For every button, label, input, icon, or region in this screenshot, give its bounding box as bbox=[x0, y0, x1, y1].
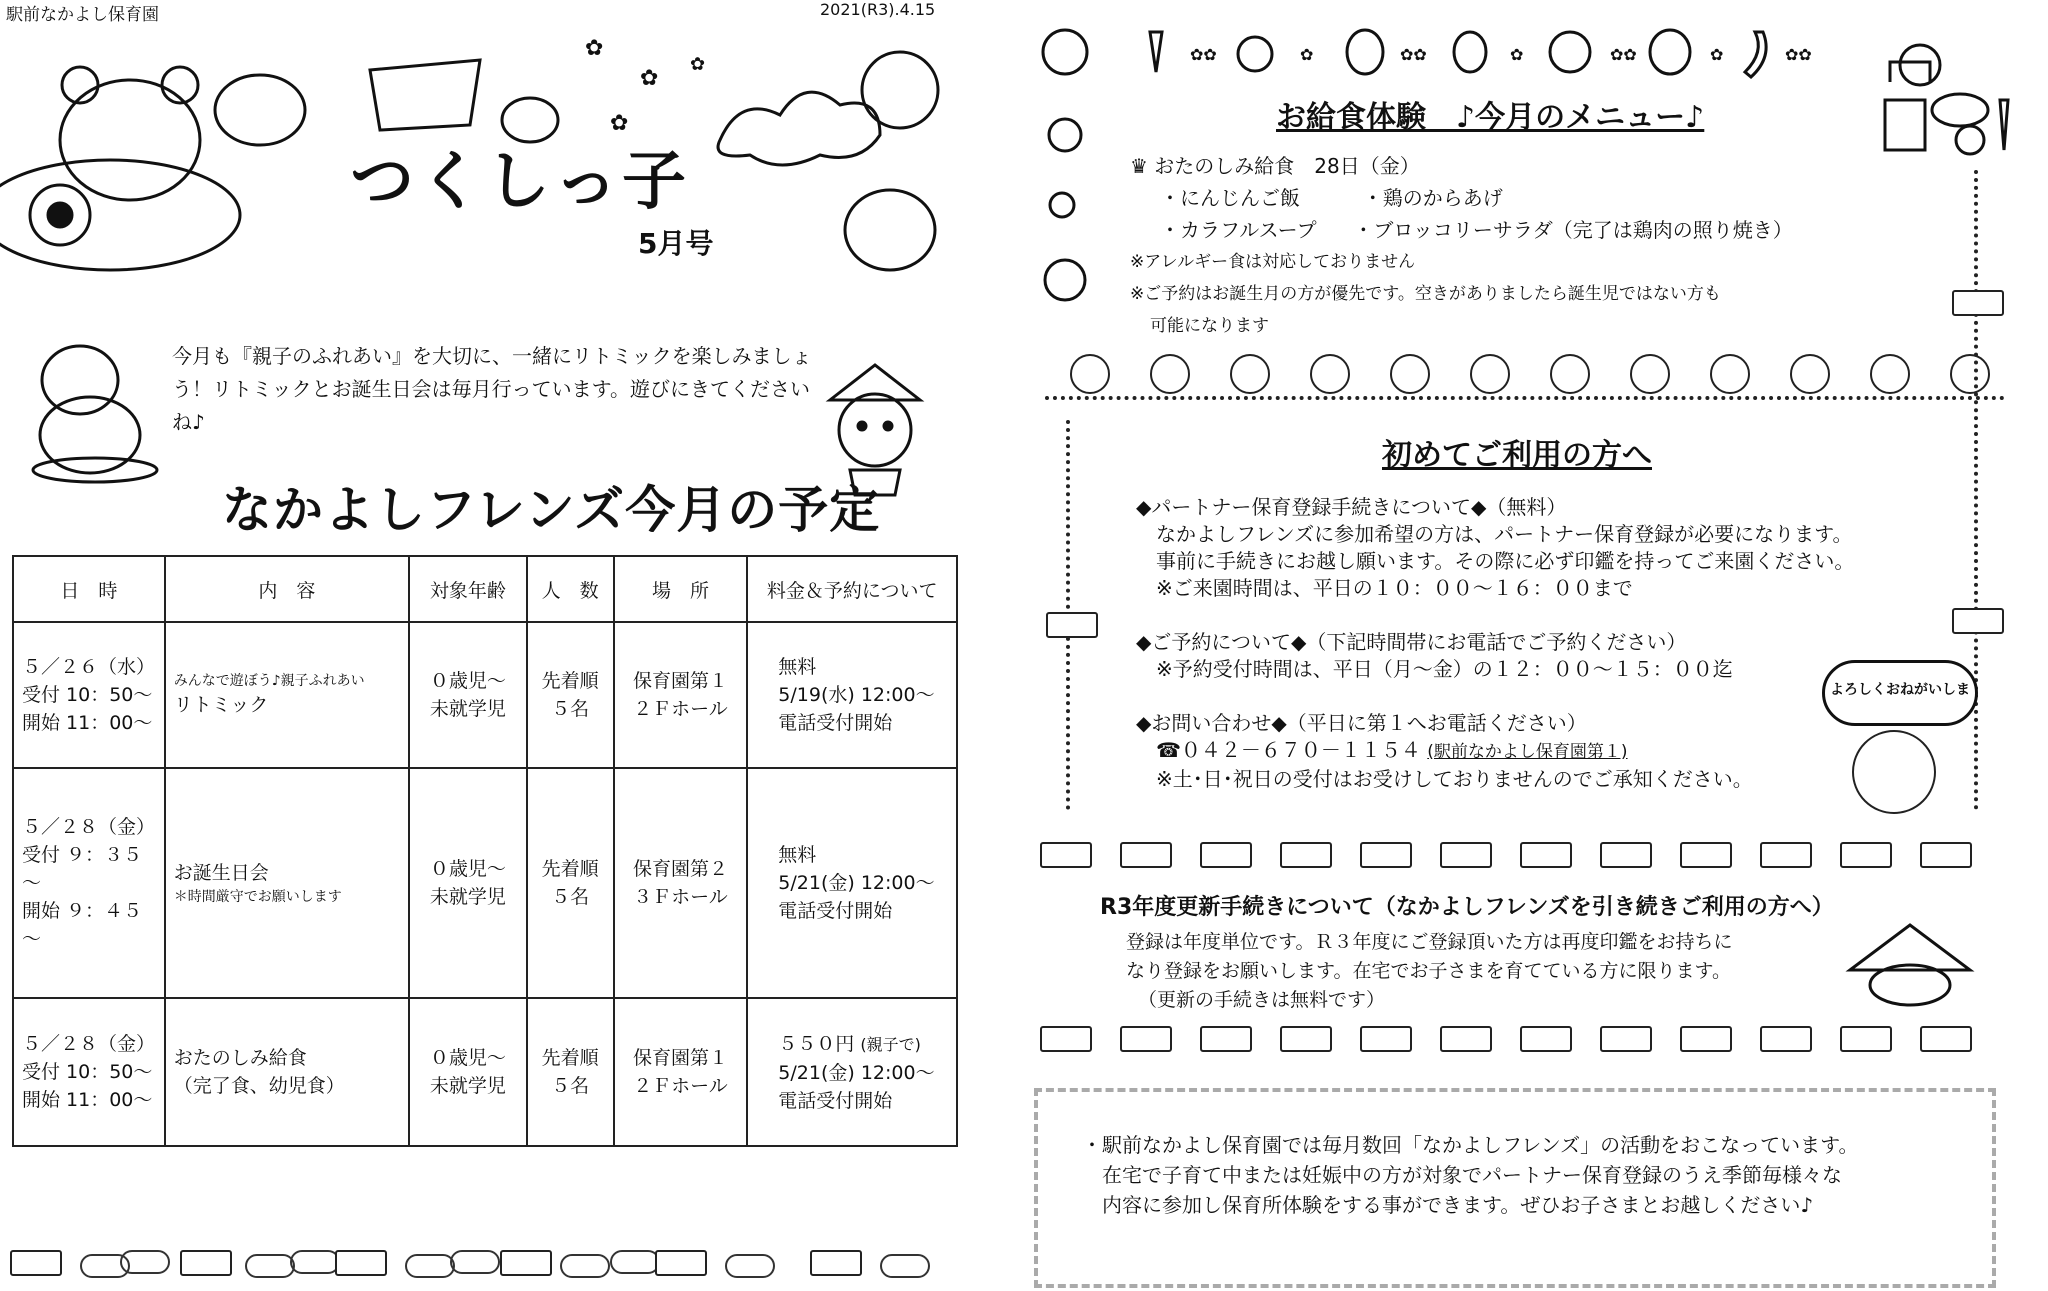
girl-face-icon bbox=[1852, 730, 1936, 814]
cell-age: ０歳児～ 未就学児 bbox=[409, 622, 527, 768]
svg-text:✿: ✿ bbox=[1510, 45, 1524, 64]
section-heading: ◆ご予約について◆（下記時間帯にお電話でご予約ください） bbox=[1136, 630, 1687, 654]
section-heading: ◆パートナー保育登録手続きについて◆（無料） bbox=[1136, 495, 1567, 519]
koinobori-icon bbox=[1952, 608, 2004, 634]
koinobori-icon bbox=[1680, 842, 1732, 868]
nursery-name: 駅前なかよし保育園 bbox=[6, 5, 159, 25]
header-content: 内 容 bbox=[165, 556, 409, 622]
cloud-icon bbox=[880, 1254, 930, 1278]
menu-item: ・鶏のからあげ bbox=[1362, 186, 1503, 210]
koinobori-icon bbox=[1520, 1026, 1572, 1052]
renewal-title: R3年度更新手続きについて（なかよしフレンズを引き続きご利用の方へ） bbox=[1100, 895, 1834, 920]
koinobori-icon bbox=[1120, 842, 1172, 868]
cell-fee: 無料 5/21(金) 12:00～ 電話受付開始 bbox=[747, 768, 957, 998]
koinobori-icon bbox=[1840, 1026, 1892, 1052]
koinobori-icon bbox=[10, 1250, 62, 1276]
schedule-table bbox=[12, 555, 958, 1147]
koinobori-icon bbox=[1600, 1026, 1652, 1052]
cell-place: 保育園第２ ３Ｆホール bbox=[614, 768, 748, 998]
koinobori-icon bbox=[1120, 1026, 1172, 1052]
cloud-icon bbox=[560, 1254, 610, 1278]
ladle-icon bbox=[1050, 193, 1074, 217]
flower-icon: ✿ bbox=[585, 36, 604, 61]
tomato-icon bbox=[1238, 37, 1272, 71]
cell-datetime: ５／２８（金） 受付 ９：３５～ 開始 ９：４５～ bbox=[13, 768, 165, 998]
cabbage-icon bbox=[1550, 32, 1590, 72]
header-fee: 料金＆予約について bbox=[747, 556, 957, 622]
phone-note: (駅前なかよし保育園第１) bbox=[1427, 742, 1628, 762]
svg-text:✿✿: ✿✿ bbox=[1785, 45, 1812, 64]
header-datetime: 日 時 bbox=[13, 556, 165, 622]
cell-age: ０歳児～ 未就学児 bbox=[409, 768, 527, 998]
koinobori-icon bbox=[1440, 842, 1492, 868]
issue-date: 2021(R3).4.15 bbox=[820, 0, 936, 19]
cloud-icon bbox=[450, 1250, 500, 1274]
koinobori-icon bbox=[370, 60, 480, 130]
cloud-icon bbox=[405, 1254, 455, 1278]
cloud-icon bbox=[245, 1254, 295, 1278]
koinobori-icon bbox=[1360, 1026, 1412, 1052]
kitchen-tools-decoration bbox=[1040, 85, 1100, 325]
koinobori-icon bbox=[500, 1250, 552, 1276]
svg-text:✿: ✿ bbox=[690, 54, 706, 75]
cell-capacity: 先着順 ５名 bbox=[527, 768, 614, 998]
food-icons-row bbox=[1040, 22, 2020, 82]
svg-text:✿: ✿ bbox=[640, 66, 659, 91]
menu-note: ※ご予約はお誕生月の方が優先です。空きがありましたら誕生児ではない方も bbox=[1130, 284, 1721, 304]
koinobori-icon bbox=[1200, 842, 1252, 868]
phone-number: ☎０４２－６７０－１１５４ bbox=[1156, 738, 1421, 762]
footer-decoration bbox=[10, 1238, 960, 1282]
cucumber-icon bbox=[1745, 32, 1766, 77]
child-face-icon bbox=[1070, 354, 1110, 394]
koinobori-icon bbox=[1280, 842, 1332, 868]
cloud-icon bbox=[725, 1254, 775, 1278]
menu-item: ・にんじんご飯 bbox=[1160, 186, 1300, 210]
koinobori-icon bbox=[1280, 1026, 1332, 1052]
koinobori-icon bbox=[1360, 842, 1412, 868]
table-row bbox=[13, 622, 957, 768]
menu-item: ・ブロッコリーサラダ（完了は鶏肉の照り焼き） bbox=[1353, 218, 1793, 242]
koinobori-icon bbox=[810, 1250, 862, 1276]
svg-text:✿✿: ✿✿ bbox=[1610, 45, 1637, 64]
child-face-icon bbox=[1310, 354, 1350, 394]
crown-icon: ♛ bbox=[1130, 154, 1155, 178]
koinobori-icon bbox=[1040, 842, 1092, 868]
menu-note: ※アレルギー食は対応しておりません bbox=[1130, 252, 1416, 272]
kabuto-helmet-illustration bbox=[1840, 920, 1980, 1010]
renewal-section: 登録は年度単位です。Ｒ３年度にご登録頂いた方は再度印鑑をお持ちに なり登録をお願いします。在宅でお子さまを育てている方に限ります。 （更新の手続きは無料です） bbox=[1126, 931, 1733, 1011]
child-face-icon bbox=[1710, 354, 1750, 394]
svg-text:✿: ✿ bbox=[610, 111, 629, 136]
cell-fee: ５５０円 (親子で) 5/21(金) 12:00～ 電話受付開始 bbox=[747, 998, 957, 1146]
koinobori-icon bbox=[1920, 842, 1972, 868]
menu-section: ♛ おたのしみ給食 28日（金） ・にんじんご飯 ・鶏のからあげ ・カラフルスープ ・ブロッコリーサラダ（完了は鶏肉の照り焼き） ※アレルギー食は対応しておりません ※ご予約はお誕生月の方が優先です。空きがありましたら誕生児ではない方も 可能になります bbox=[1130, 150, 1850, 342]
scale-icon bbox=[1049, 119, 1081, 151]
greeting-bubble: よろしくおねがいしま bbox=[1822, 660, 1978, 726]
cell-datetime: ５／２８（金） 受付 10：50～ 開始 11：00～ bbox=[13, 998, 165, 1146]
menu-note: 可能になります bbox=[1150, 316, 1269, 336]
groceries-illustration bbox=[1880, 40, 2020, 160]
onion-icon bbox=[1347, 30, 1383, 74]
bear-hug-illustration bbox=[25, 335, 160, 485]
header-place: 場 所 bbox=[614, 556, 748, 622]
cloud-icon bbox=[610, 1250, 660, 1274]
child-face-icon bbox=[1045, 260, 1085, 300]
koinobori-icon bbox=[1760, 1026, 1812, 1052]
koinobori-icon bbox=[1840, 842, 1892, 868]
pepper-icon bbox=[1650, 30, 1690, 74]
table-row bbox=[13, 768, 957, 998]
koinobori-icon bbox=[1952, 290, 2004, 316]
koinobori-icon bbox=[1920, 1026, 1972, 1052]
child-face-icon bbox=[1230, 354, 1270, 394]
newsletter-title: つくしっ子 bbox=[350, 145, 690, 219]
menu-title: お給食体験 ♪今月のメニュー♪ bbox=[1276, 100, 1705, 135]
koinobori-icon bbox=[655, 1250, 707, 1276]
bear-face-icon bbox=[60, 80, 200, 200]
child-face-icon bbox=[1150, 354, 1190, 394]
cell-content: お誕生日会 ＊時間厳守でお願いします bbox=[165, 768, 409, 998]
kabuto-child-icon bbox=[845, 190, 935, 270]
table-header-row bbox=[13, 556, 957, 622]
header-capacity: 人 数 bbox=[527, 556, 614, 622]
balloon-icon bbox=[862, 52, 938, 128]
right-border-decoration bbox=[1974, 170, 1978, 810]
koinobori-icon bbox=[1440, 1026, 1492, 1052]
svg-text:✿✿: ✿✿ bbox=[1400, 45, 1427, 64]
child-face-icon bbox=[1870, 354, 1910, 394]
koinobori-icon bbox=[1600, 842, 1652, 868]
first-time-section: ◆パートナー保育登録手続きについて◆（無料） なかよしフレンズに参加希望の方は、パートナー保育登録が必要になります。 事前に手続きにお越し願います。その際に必ず印鑑を持ってご来園ください。 ※ご来園時間は、平日の１０：００～１６：００まで ◆ご予約について◆（下記時間帯にお電話でご予約ください） ※予約受付時間は、平日（月～金）の１２：００～１５：００迄 ◆お問い合わせ◆（平日に第１へお電話ください） ☎０４２－６７０－１１５４ (駅前なかよし保育園第１) ※土･日･祝日の受付はお受けしておりませんのでご承知ください。 bbox=[1136, 494, 1936, 793]
svg-text:✿: ✿ bbox=[1300, 45, 1314, 64]
carrot-icon bbox=[1150, 32, 1162, 72]
cell-place: 保育園第１ ２Ｆホール bbox=[614, 622, 748, 768]
koinobori-icon bbox=[1040, 1026, 1092, 1052]
carp-streamer-icon bbox=[0, 160, 240, 270]
cloud-icon bbox=[120, 1250, 170, 1274]
child-face-icon bbox=[1390, 354, 1430, 394]
cell-content: みんなで遊ぼう♪親子ふれあい リトミック bbox=[165, 622, 409, 768]
cell-place: 保育園第１ ２Ｆホール bbox=[614, 998, 748, 1146]
koinobori-divider bbox=[1040, 1026, 2000, 1056]
child-face-icon bbox=[1470, 354, 1510, 394]
chef-face-icon bbox=[1043, 30, 1087, 74]
children-divider bbox=[1045, 350, 2005, 400]
info-box-text: ・駅前なかよし保育園では毎月数回「なかよしフレンズ」の活動をおこなっています。 在宅で子育て中または妊娠中の方が対象でパートナー保育登録のうえ季節毎様々な 内容に参加し保育所体験をする事ができます。ぜひお子さまとお越しください♪ bbox=[1082, 1133, 1859, 1217]
cell-age: ０歳児～ 未就学児 bbox=[409, 998, 527, 1146]
koinobori-icon bbox=[180, 1250, 232, 1276]
intro-text: 今月も『親子のふれあい』を大切に、一緒にリトミックを楽しみましょう！リトミックとお誕生日会は毎月行っています。遊びにきてくださいね♪ bbox=[172, 344, 812, 434]
koinobori-divider bbox=[1040, 842, 2000, 872]
potato-icon bbox=[1454, 32, 1486, 72]
section-heading: ◆お問い合わせ◆（平日に第１へお電話ください） bbox=[1136, 711, 1587, 735]
cell-capacity: 先着順 ５名 bbox=[527, 622, 614, 768]
issue-number: 5月号 bbox=[638, 227, 714, 260]
cell-fee: 無料 5/19(水) 12:00～ 電話受付開始 bbox=[747, 622, 957, 768]
koinobori-icon bbox=[335, 1250, 387, 1276]
greeting-girl-illustration bbox=[1822, 660, 1972, 830]
menu-item: ・カラフルスープ bbox=[1160, 218, 1317, 242]
cloud-icon bbox=[290, 1250, 340, 1274]
header-age: 対象年齢 bbox=[409, 556, 527, 622]
koinobori-icon bbox=[1680, 1026, 1732, 1052]
child-face-icon bbox=[1790, 354, 1830, 394]
koinobori-icon bbox=[1046, 612, 1098, 638]
flower-icon: ✿✿ bbox=[1190, 45, 1217, 64]
cell-content: おたのしみ給食 （完了食、幼児食） bbox=[165, 998, 409, 1146]
child-face-icon bbox=[1550, 354, 1590, 394]
cell-capacity: 先着順 ５名 bbox=[527, 998, 614, 1146]
svg-text:✿: ✿ bbox=[1710, 45, 1724, 64]
table-row bbox=[13, 998, 957, 1146]
cloud-icon bbox=[718, 92, 880, 165]
frog-icon bbox=[215, 75, 305, 145]
child-face-icon bbox=[1630, 354, 1670, 394]
koinobori-icon bbox=[1520, 842, 1572, 868]
koinobori-icon bbox=[1760, 842, 1812, 868]
koinobori-icon bbox=[1200, 1026, 1252, 1052]
cell-datetime: ５／２６（水） 受付 10：50～ 開始 11：00～ bbox=[13, 622, 165, 768]
schedule-title: なかよしフレンズ今月の予定 bbox=[222, 481, 881, 539]
child-face-icon bbox=[1950, 354, 1990, 394]
first-time-title: 初めてご利用の方へ bbox=[1382, 438, 1652, 473]
